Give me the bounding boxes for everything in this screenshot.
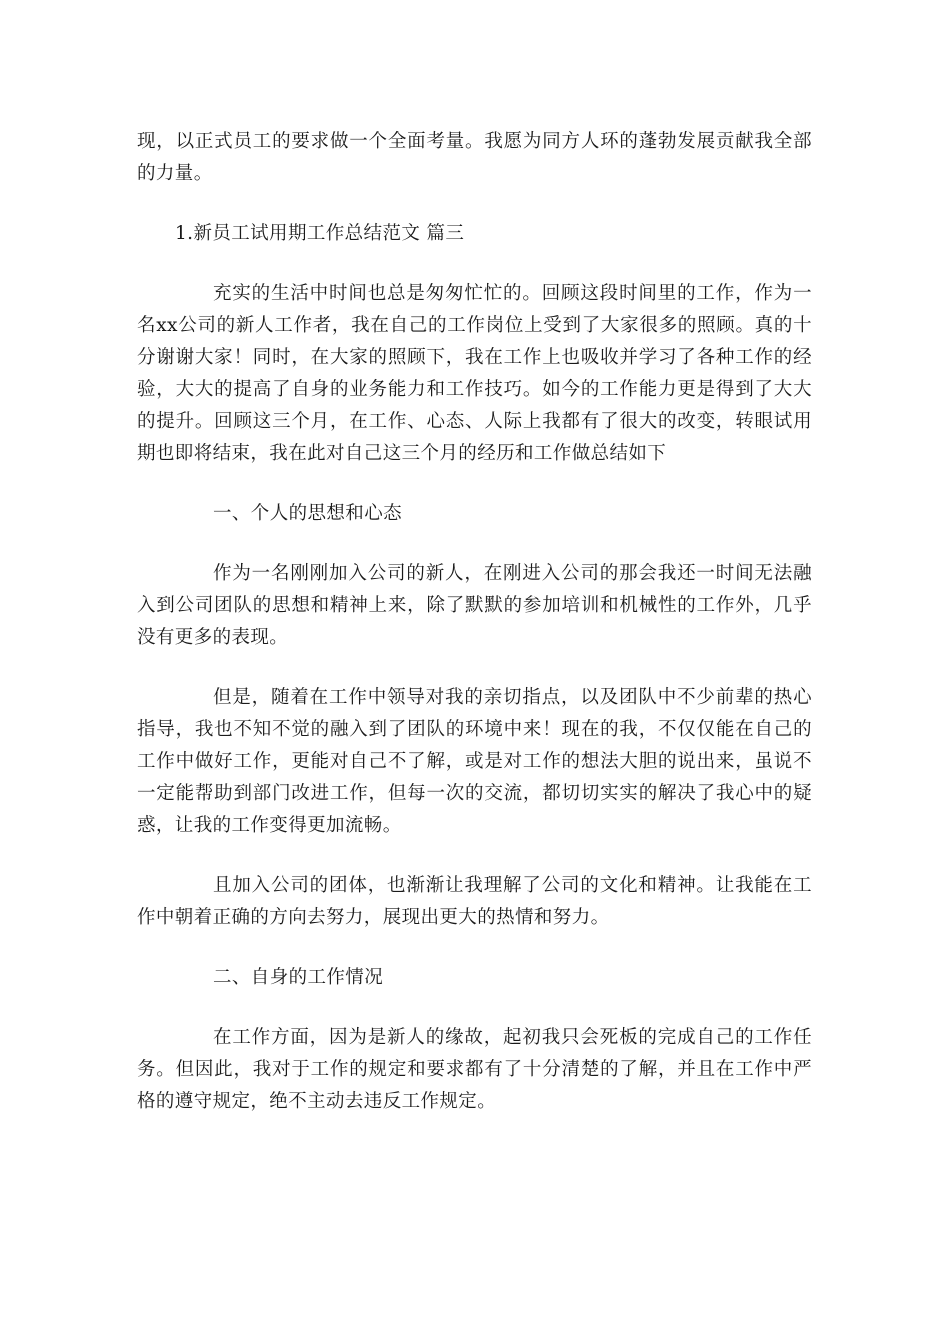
paragraph-team-culture: 且加入公司的团体，也渐渐让我理解了公司的文化和精神。让我能在工作中朝着正确的方向去努力，展现出更大的热情和努力。	[137, 875, 812, 928]
heading-personal-mindset: 一、个人的思想和心态	[213, 503, 403, 524]
document-body	[137, 126, 812, 1146]
section-title-part-three: 1.新员工试用期工作总结范文 篇三	[175, 223, 465, 244]
paragraph-intro: 充实的生活中时间也总是匆匆忙忙的。回顾这段时间里的工作，作为一名xx公司的新人工作者，我在自己的工作岗位上受到了大家很多的照顾。真的十分谢谢大家！同时，在大家的照顾下，我在工作上也吸收并学习了各种工作的经验，大大的提高了自身的业务能力和工作技巧。如今的工作能力更是得到了大大的提升。回顾这三个月，在工作、心态、人际上我都有了很大的改变，转眼试用期也即将结束，我在此对自己这三个月的经历和工作做总结如下	[137, 283, 812, 464]
paragraph-work-rules: 在工作方面，因为是新人的缘故，起初我只会死板的完成自己的工作任务。但因此，我对于工作的规定和要求都有了十分清楚的了解，并且在工作中严格的遵守规定，绝不主动去违反工作规定。	[137, 1027, 812, 1112]
paragraph-guidance: 但是，随着在工作中领导对我的亲切指点，以及团队中不少前辈的热心指导，我也不知不觉的融入到了团队的环境中来！现在的我，不仅仅能在自己的工作中做好工作，更能对自己不了解，或是对工作的想法大胆的说出来，虽说不一定能帮助到部门改进工作，但每一次的交流，都切切实实的解决了我心中的疑惑，让我的工作变得更加流畅。	[137, 687, 812, 836]
heading-work-situation: 二、自身的工作情况	[213, 967, 384, 988]
paragraph-continuation: 现，以正式员工的要求做一个全面考量。我愿为同方人环的蓬勃发展贡献我全部的力量。	[137, 131, 812, 184]
paragraph-new-member: 作为一名刚刚加入公司的新人，在刚进入公司的那会我还一时间无法融入到公司团队的思想和精神上来，除了默默的参加培训和机械性的工作外，几乎没有更多的表现。	[137, 563, 812, 648]
